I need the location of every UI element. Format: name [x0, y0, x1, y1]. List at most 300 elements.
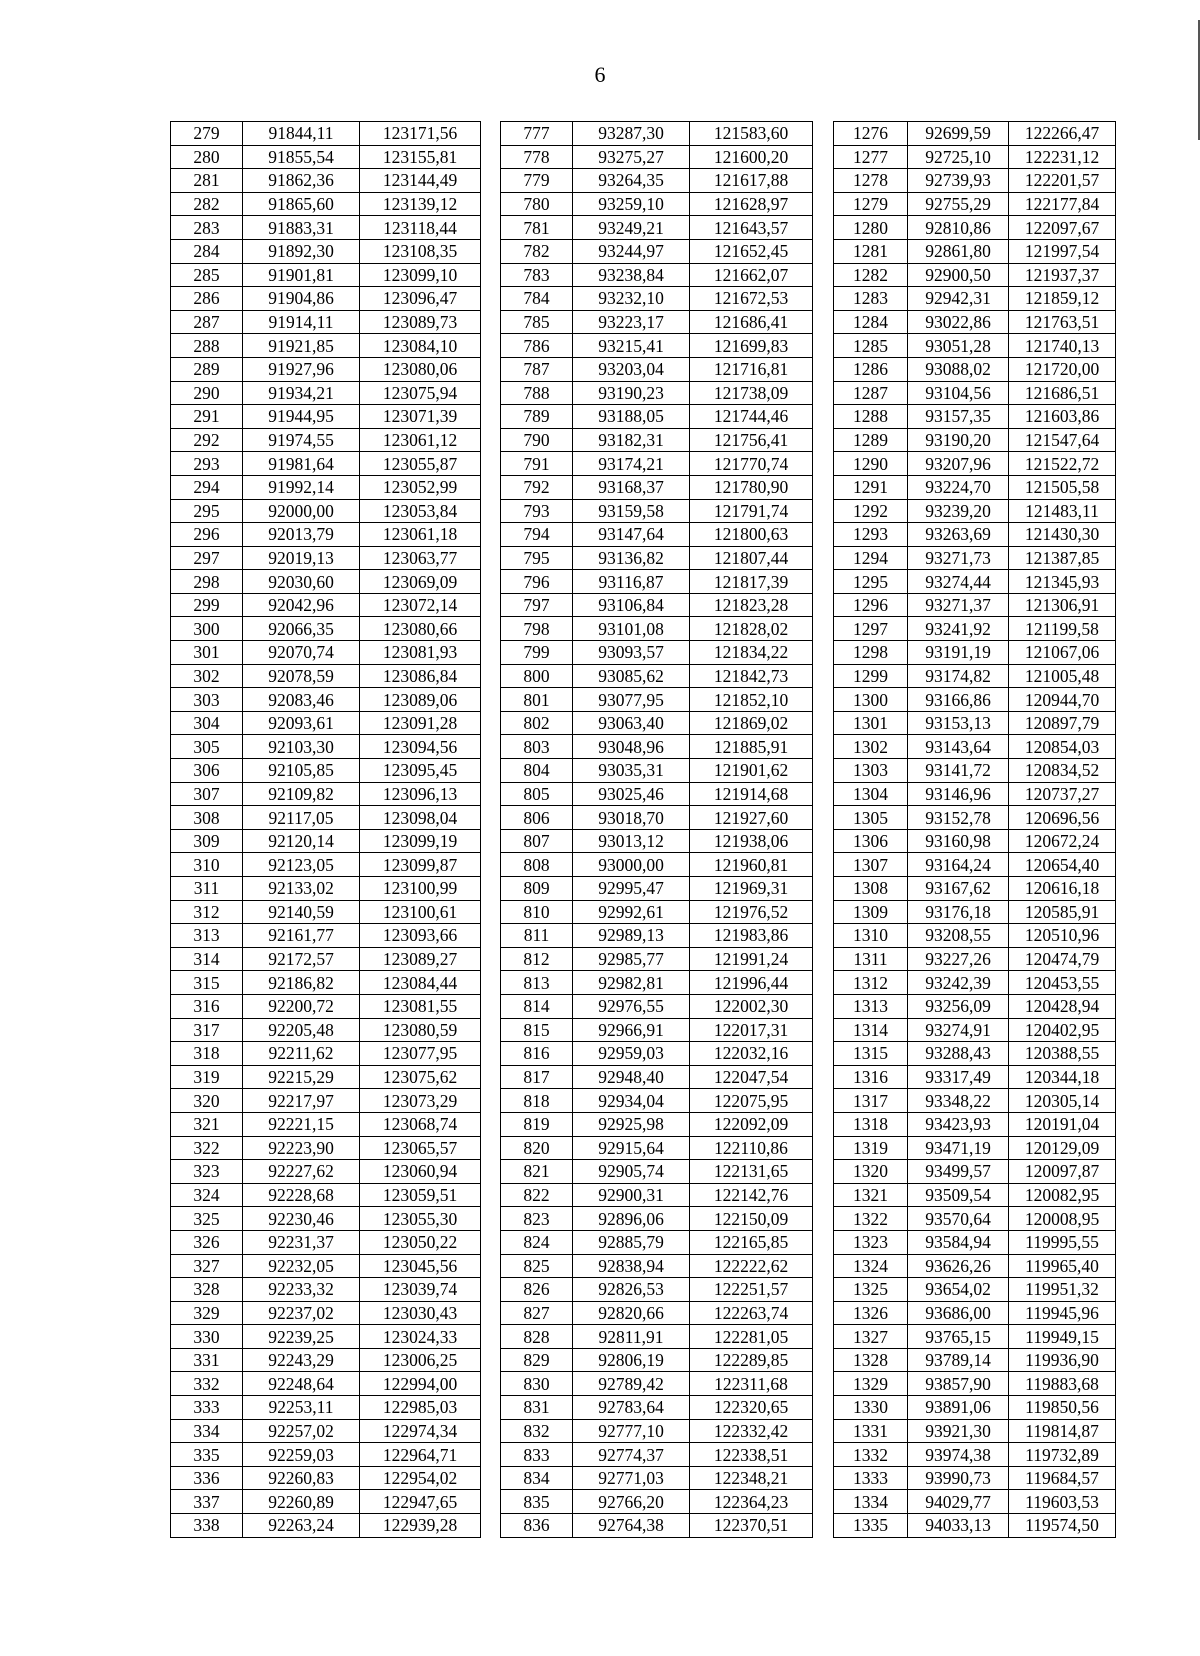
table-row: [501, 829, 813, 853]
y-coordinate-cell: 120737,27: [1009, 782, 1116, 806]
point-number-cell: 309: [171, 829, 243, 853]
point-number-cell: 1322: [834, 1207, 908, 1231]
x-coordinate-cell: 92070,74: [243, 641, 360, 665]
table-row: [834, 192, 1116, 216]
y-coordinate-cell: 123099,10: [360, 263, 481, 287]
table-row: [501, 428, 813, 452]
y-coordinate-cell: 120344,18: [1009, 1065, 1116, 1089]
table-row: [171, 263, 481, 287]
point-number-cell: 313: [171, 924, 243, 948]
x-coordinate-cell: 92966,91: [573, 1018, 690, 1042]
table-row: [171, 900, 481, 924]
point-number-cell: 1279: [834, 192, 908, 216]
table-row: [501, 334, 813, 358]
x-coordinate-cell: 93626,26: [908, 1254, 1009, 1278]
table-row: [171, 782, 481, 806]
y-coordinate-cell: 123098,04: [360, 806, 481, 830]
point-number-cell: 1277: [834, 145, 908, 169]
point-number-cell: 305: [171, 735, 243, 759]
point-number-cell: 790: [501, 428, 573, 452]
x-coordinate-cell: 93164,24: [908, 853, 1009, 877]
table-row: [834, 570, 1116, 594]
x-coordinate-cell: 92230,46: [243, 1207, 360, 1231]
y-coordinate-cell: 121603,86: [1009, 405, 1116, 429]
point-number-cell: 1283: [834, 287, 908, 311]
point-number-cell: 318: [171, 1042, 243, 1066]
point-number-cell: 304: [171, 711, 243, 735]
point-number-cell: 807: [501, 829, 573, 853]
x-coordinate-cell: 93022,86: [908, 310, 1009, 334]
table-row: [501, 900, 813, 924]
x-coordinate-cell: 93188,05: [573, 405, 690, 429]
point-number-cell: 294: [171, 475, 243, 499]
point-number-cell: 1297: [834, 617, 908, 641]
table-row: [171, 546, 481, 570]
y-coordinate-cell: 121791,74: [690, 499, 813, 523]
point-number-cell: 307: [171, 782, 243, 806]
table-row: [171, 428, 481, 452]
y-coordinate-cell: 123080,66: [360, 617, 481, 641]
y-coordinate-cell: 123061,12: [360, 428, 481, 452]
point-number-cell: 331: [171, 1348, 243, 1372]
y-coordinate-cell: 121483,11: [1009, 499, 1116, 523]
point-number-cell: 831: [501, 1396, 573, 1420]
x-coordinate-cell: 91901,81: [243, 263, 360, 287]
x-coordinate-cell: 93509,54: [908, 1183, 1009, 1207]
table-row: [834, 475, 1116, 499]
table-row: [501, 122, 813, 146]
table-row: [171, 1466, 481, 1490]
y-coordinate-cell: 123045,56: [360, 1254, 481, 1278]
point-number-cell: 1292: [834, 499, 908, 523]
x-coordinate-cell: 92915,64: [573, 1136, 690, 1160]
point-number-cell: 803: [501, 735, 573, 759]
table-row: [834, 924, 1116, 948]
table-row: [171, 711, 481, 735]
point-number-cell: 1289: [834, 428, 908, 452]
point-number-cell: 786: [501, 334, 573, 358]
x-coordinate-cell: 92948,40: [573, 1065, 690, 1089]
x-coordinate-cell: 93168,37: [573, 475, 690, 499]
table-row: [171, 593, 481, 617]
table-row: [171, 239, 481, 263]
y-coordinate-cell: 122332,42: [690, 1419, 813, 1443]
table-row: [171, 688, 481, 712]
y-coordinate-cell: 120305,14: [1009, 1089, 1116, 1113]
point-number-cell: 300: [171, 617, 243, 641]
y-coordinate-cell: 119965,40: [1009, 1254, 1116, 1278]
x-coordinate-cell: 93174,21: [573, 452, 690, 476]
x-coordinate-cell: 93013,12: [573, 829, 690, 853]
point-number-cell: 1309: [834, 900, 908, 924]
table-row: [171, 829, 481, 853]
point-number-cell: 302: [171, 664, 243, 688]
x-coordinate-cell: 92093,61: [243, 711, 360, 735]
point-number-cell: 1287: [834, 381, 908, 405]
table-row: [834, 900, 1116, 924]
y-coordinate-cell: 119995,55: [1009, 1230, 1116, 1254]
y-coordinate-cell: 120097,87: [1009, 1160, 1116, 1184]
table-row: [834, 1514, 1116, 1538]
y-coordinate-cell: 122047,54: [690, 1065, 813, 1089]
point-number-cell: 818: [501, 1089, 573, 1113]
x-coordinate-cell: 92243,29: [243, 1348, 360, 1372]
x-coordinate-cell: 93174,82: [908, 664, 1009, 688]
table-row: [834, 1230, 1116, 1254]
y-coordinate-cell: 122370,51: [690, 1514, 813, 1538]
point-number-cell: 828: [501, 1325, 573, 1349]
x-coordinate-cell: 93317,49: [908, 1065, 1009, 1089]
x-coordinate-cell: 93203,04: [573, 357, 690, 381]
x-coordinate-cell: 91921,85: [243, 334, 360, 358]
table-row: [834, 310, 1116, 334]
point-number-cell: 788: [501, 381, 573, 405]
table-row: [501, 1065, 813, 1089]
x-coordinate-cell: 93141,72: [908, 759, 1009, 783]
y-coordinate-cell: 121628,97: [690, 192, 813, 216]
y-coordinate-cell: 123073,29: [360, 1089, 481, 1113]
table-row: [171, 1396, 481, 1420]
x-coordinate-cell: 92725,10: [908, 145, 1009, 169]
table-row: [834, 169, 1116, 193]
x-coordinate-cell: 93051,28: [908, 334, 1009, 358]
point-number-cell: 328: [171, 1278, 243, 1302]
x-coordinate-cell: 93085,62: [573, 664, 690, 688]
x-coordinate-cell: 93227,26: [908, 947, 1009, 971]
table-row: [834, 806, 1116, 830]
x-coordinate-cell: 93256,09: [908, 994, 1009, 1018]
y-coordinate-cell: 120510,96: [1009, 924, 1116, 948]
y-coordinate-cell: 122075,95: [690, 1089, 813, 1113]
y-coordinate-cell: 121983,86: [690, 924, 813, 948]
point-number-cell: 284: [171, 239, 243, 263]
point-number-cell: 1318: [834, 1112, 908, 1136]
y-coordinate-cell: 121960,81: [690, 853, 813, 877]
table-row: [501, 924, 813, 948]
y-coordinate-cell: 121834,22: [690, 641, 813, 665]
table-row: [501, 593, 813, 617]
x-coordinate-cell: 93238,84: [573, 263, 690, 287]
point-number-cell: 778: [501, 145, 573, 169]
table-row: [501, 263, 813, 287]
y-coordinate-cell: 123075,62: [360, 1065, 481, 1089]
y-coordinate-cell: 122251,57: [690, 1278, 813, 1302]
page-number: 6: [594, 62, 606, 87]
point-number-cell: 819: [501, 1112, 573, 1136]
y-coordinate-cell: 119945,96: [1009, 1301, 1116, 1325]
table-row: [501, 1325, 813, 1349]
x-coordinate-cell: 92259,03: [243, 1443, 360, 1467]
table-row: [501, 357, 813, 381]
x-coordinate-cell: 91981,64: [243, 452, 360, 476]
y-coordinate-cell: 121686,41: [690, 310, 813, 334]
x-coordinate-cell: 91992,14: [243, 475, 360, 499]
point-number-cell: 1332: [834, 1443, 908, 1467]
x-coordinate-cell: 93974,38: [908, 1443, 1009, 1467]
x-coordinate-cell: 94029,77: [908, 1490, 1009, 1514]
x-coordinate-cell: 91974,55: [243, 428, 360, 452]
table-row: [501, 1419, 813, 1443]
y-coordinate-cell: 121828,02: [690, 617, 813, 641]
point-number-cell: 829: [501, 1348, 573, 1372]
x-coordinate-cell: 92777,10: [573, 1419, 690, 1443]
point-number-cell: 1329: [834, 1372, 908, 1396]
table-row: [834, 263, 1116, 287]
y-coordinate-cell: 121869,02: [690, 711, 813, 735]
y-coordinate-cell: 121927,60: [690, 806, 813, 830]
table-row: [834, 664, 1116, 688]
point-number-cell: 282: [171, 192, 243, 216]
point-number-cell: 288: [171, 334, 243, 358]
point-number-cell: 311: [171, 877, 243, 901]
point-number-cell: 1296: [834, 593, 908, 617]
x-coordinate-cell: 92900,50: [908, 263, 1009, 287]
x-coordinate-cell: 92228,68: [243, 1183, 360, 1207]
point-number-cell: 809: [501, 877, 573, 901]
point-number-cell: 1328: [834, 1348, 908, 1372]
y-coordinate-cell: 123089,27: [360, 947, 481, 971]
x-coordinate-cell: 91927,96: [243, 357, 360, 381]
point-number-cell: 792: [501, 475, 573, 499]
table-row: [501, 452, 813, 476]
y-coordinate-cell: 122165,85: [690, 1230, 813, 1254]
point-number-cell: 1314: [834, 1018, 908, 1042]
y-coordinate-cell: 122131,65: [690, 1160, 813, 1184]
x-coordinate-cell: 93271,73: [908, 546, 1009, 570]
y-coordinate-cell: 123055,87: [360, 452, 481, 476]
x-coordinate-cell: 92861,80: [908, 239, 1009, 263]
x-coordinate-cell: 92123,05: [243, 853, 360, 877]
y-coordinate-cell: 121807,44: [690, 546, 813, 570]
table-row: [501, 641, 813, 665]
y-coordinate-cell: 123089,73: [360, 310, 481, 334]
point-number-cell: 811: [501, 924, 573, 948]
x-coordinate-cell: 92215,29: [243, 1065, 360, 1089]
y-coordinate-cell: 119951,32: [1009, 1278, 1116, 1302]
table-row: [501, 287, 813, 311]
table-row: [834, 1466, 1116, 1490]
table-row: [501, 971, 813, 995]
y-coordinate-cell: 121716,81: [690, 357, 813, 381]
coordinates-table-2: [500, 121, 813, 1538]
y-coordinate-cell: 123091,28: [360, 711, 481, 735]
point-number-cell: 293: [171, 452, 243, 476]
y-coordinate-cell: 120474,79: [1009, 947, 1116, 971]
point-number-cell: 299: [171, 593, 243, 617]
y-coordinate-cell: 123039,74: [360, 1278, 481, 1302]
point-number-cell: 1335: [834, 1514, 908, 1538]
y-coordinate-cell: 123096,13: [360, 782, 481, 806]
table-row: [171, 334, 481, 358]
y-coordinate-cell: 120453,55: [1009, 971, 1116, 995]
y-coordinate-cell: 122364,23: [690, 1490, 813, 1514]
y-coordinate-cell: 122985,03: [360, 1396, 481, 1420]
x-coordinate-cell: 92263,24: [243, 1514, 360, 1538]
y-coordinate-cell: 123086,84: [360, 664, 481, 688]
x-coordinate-cell: 93891,06: [908, 1396, 1009, 1420]
point-number-cell: 283: [171, 216, 243, 240]
y-coordinate-cell: 120428,94: [1009, 994, 1116, 1018]
table-row: [501, 759, 813, 783]
x-coordinate-cell: 92789,42: [573, 1372, 690, 1396]
point-number-cell: 1302: [834, 735, 908, 759]
point-number-cell: 801: [501, 688, 573, 712]
x-coordinate-cell: 92253,11: [243, 1396, 360, 1420]
point-number-cell: 336: [171, 1466, 243, 1490]
table-row: [501, 523, 813, 547]
table-row: [171, 122, 481, 146]
point-number-cell: 306: [171, 759, 243, 783]
coordinates-table-3: [833, 121, 1116, 1538]
y-coordinate-cell: 121505,58: [1009, 475, 1116, 499]
table-row: [501, 994, 813, 1018]
table-row: [834, 853, 1116, 877]
y-coordinate-cell: 119603,53: [1009, 1490, 1116, 1514]
y-coordinate-cell: 120672,24: [1009, 829, 1116, 853]
table-row: [501, 216, 813, 240]
point-number-cell: 315: [171, 971, 243, 995]
point-number-cell: 1308: [834, 877, 908, 901]
point-number-cell: 335: [171, 1443, 243, 1467]
table-row: [501, 1466, 813, 1490]
x-coordinate-cell: 93423,93: [908, 1112, 1009, 1136]
point-number-cell: 1327: [834, 1325, 908, 1349]
table-row: [171, 1018, 481, 1042]
x-coordinate-cell: 93190,20: [908, 428, 1009, 452]
x-coordinate-cell: 92755,29: [908, 192, 1009, 216]
point-number-cell: 1317: [834, 1089, 908, 1113]
x-coordinate-cell: 92838,94: [573, 1254, 690, 1278]
y-coordinate-cell: 123075,94: [360, 381, 481, 405]
y-coordinate-cell: 123069,09: [360, 570, 481, 594]
table-row: [501, 1254, 813, 1278]
y-coordinate-cell: 123068,74: [360, 1112, 481, 1136]
table-row: [171, 499, 481, 523]
y-coordinate-cell: 121387,85: [1009, 546, 1116, 570]
x-coordinate-cell: 92019,13: [243, 546, 360, 570]
table-row: [171, 216, 481, 240]
y-coordinate-cell: 123060,94: [360, 1160, 481, 1184]
y-coordinate-cell: 123095,45: [360, 759, 481, 783]
table-row: [834, 641, 1116, 665]
x-coordinate-cell: 93207,96: [908, 452, 1009, 476]
x-coordinate-cell: 93063,40: [573, 711, 690, 735]
table-row: [171, 947, 481, 971]
point-number-cell: 785: [501, 310, 573, 334]
y-coordinate-cell: 123065,57: [360, 1136, 481, 1160]
table-row: [171, 853, 481, 877]
y-coordinate-cell: 121522,72: [1009, 452, 1116, 476]
table-row: [834, 617, 1116, 641]
y-coordinate-cell: 121991,24: [690, 947, 813, 971]
x-coordinate-cell: 91844,11: [243, 122, 360, 146]
x-coordinate-cell: 92078,59: [243, 664, 360, 688]
point-number-cell: 1301: [834, 711, 908, 735]
x-coordinate-cell: 93242,39: [908, 971, 1009, 995]
x-coordinate-cell: 92172,57: [243, 947, 360, 971]
y-coordinate-cell: 123053,84: [360, 499, 481, 523]
point-number-cell: 827: [501, 1301, 573, 1325]
y-coordinate-cell: 121969,31: [690, 877, 813, 901]
table-row: [171, 924, 481, 948]
table-row: [501, 782, 813, 806]
table-row: [171, 994, 481, 1018]
y-coordinate-cell: 120654,40: [1009, 853, 1116, 877]
table-row: [171, 145, 481, 169]
x-coordinate-cell: 93018,70: [573, 806, 690, 830]
x-coordinate-cell: 93499,57: [908, 1160, 1009, 1184]
table-row: [171, 1065, 481, 1089]
x-coordinate-cell: 92995,47: [573, 877, 690, 901]
point-number-cell: 1334: [834, 1490, 908, 1514]
y-coordinate-cell: 123099,19: [360, 829, 481, 853]
y-coordinate-cell: 121600,20: [690, 145, 813, 169]
x-coordinate-cell: 92811,91: [573, 1325, 690, 1349]
y-coordinate-cell: 122231,12: [1009, 145, 1116, 169]
table-row: [834, 1160, 1116, 1184]
point-number-cell: 1326: [834, 1301, 908, 1325]
y-coordinate-cell: 123063,77: [360, 546, 481, 570]
y-coordinate-cell: 123080,59: [360, 1018, 481, 1042]
y-coordinate-cell: 121842,73: [690, 664, 813, 688]
x-coordinate-cell: 93182,31: [573, 428, 690, 452]
point-number-cell: 810: [501, 900, 573, 924]
table-row: [171, 452, 481, 476]
y-coordinate-cell: 123108,35: [360, 239, 481, 263]
point-number-cell: 308: [171, 806, 243, 830]
table-row: [171, 664, 481, 688]
table-row: [834, 216, 1116, 240]
x-coordinate-cell: 93990,73: [908, 1466, 1009, 1490]
point-number-cell: 1305: [834, 806, 908, 830]
point-number-cell: 330: [171, 1325, 243, 1349]
table-row: [834, 877, 1116, 901]
y-coordinate-cell: 122974,34: [360, 1419, 481, 1443]
table-row: [834, 381, 1116, 405]
table-row: [834, 1089, 1116, 1113]
table-row: [501, 1278, 813, 1302]
table-row: [834, 1112, 1116, 1136]
table-row: [501, 877, 813, 901]
table-row: [171, 1514, 481, 1538]
y-coordinate-cell: 122092,09: [690, 1112, 813, 1136]
y-coordinate-cell: 121996,44: [690, 971, 813, 995]
y-coordinate-cell: 123050,22: [360, 1230, 481, 1254]
y-coordinate-cell: 123096,47: [360, 287, 481, 311]
point-number-cell: 316: [171, 994, 243, 1018]
point-number-cell: 1285: [834, 334, 908, 358]
y-coordinate-cell: 122348,21: [690, 1466, 813, 1490]
point-number-cell: 814: [501, 994, 573, 1018]
y-coordinate-cell: 122266,47: [1009, 122, 1116, 146]
point-number-cell: 279: [171, 122, 243, 146]
table-row: [834, 122, 1116, 146]
point-number-cell: 1282: [834, 263, 908, 287]
y-coordinate-cell: 123072,14: [360, 593, 481, 617]
point-number-cell: 322: [171, 1136, 243, 1160]
x-coordinate-cell: 93176,18: [908, 900, 1009, 924]
y-coordinate-cell: 121643,57: [690, 216, 813, 240]
y-coordinate-cell: 121763,51: [1009, 310, 1116, 334]
table-row: [834, 1419, 1116, 1443]
x-coordinate-cell: 94033,13: [908, 1514, 1009, 1538]
point-number-cell: 1316: [834, 1065, 908, 1089]
table-row: [834, 593, 1116, 617]
table-row: [834, 711, 1116, 735]
x-coordinate-cell: 92233,32: [243, 1278, 360, 1302]
x-coordinate-cell: 93921,30: [908, 1419, 1009, 1443]
point-number-cell: 1312: [834, 971, 908, 995]
